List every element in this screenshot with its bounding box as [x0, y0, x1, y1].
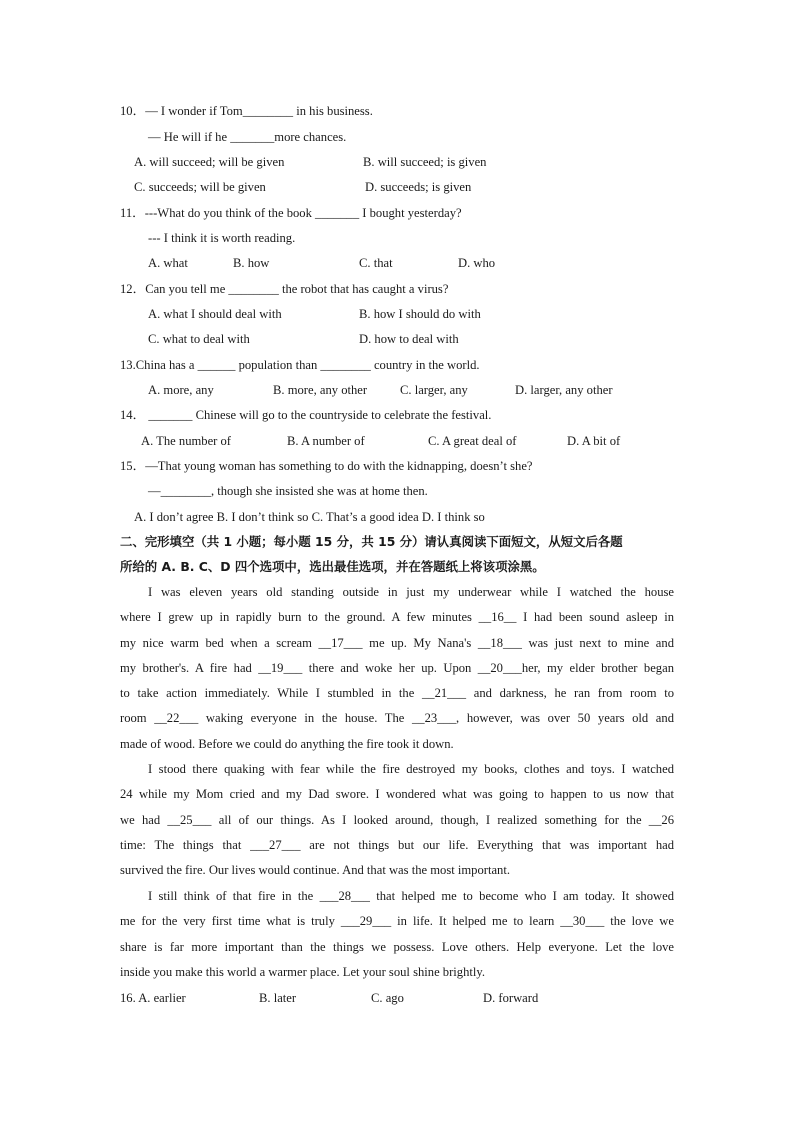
question-11-option-a: A. what	[148, 256, 188, 270]
question-10-option-c: C. succeeds; will be given	[134, 180, 266, 194]
question-15-stem: 15．—That young woman has something to do with the kidnapping, doesn’t she?	[120, 459, 533, 473]
question-12-option-c: C. what to deal with	[148, 332, 250, 346]
question-14-stem: 14． _______ Chinese will go to the countryside to celebrate the festival.	[120, 408, 492, 422]
question-16-option-b: B. later	[259, 991, 297, 1005]
passage-line: made of wood. Before we could do anything the fire took it down.	[120, 736, 454, 751]
question-11-reply: --- I think it is worth reading.	[148, 231, 296, 245]
passage-line: inside you make this world a warmer place. Let your soul shine brightly.	[120, 964, 486, 979]
question-11-option-c: C. that	[359, 256, 393, 270]
question-11-option-d: D. who	[458, 256, 496, 270]
question-13-option-a: A. more, any	[148, 383, 214, 397]
passage-paragraph-1	[120, 580, 674, 757]
passage-line: time: The things that ___27___ are not things but our life. Everything that was important had	[120, 837, 674, 852]
question-12-stem: 12．Can you tell me ________ the robot that has caught a virus?	[120, 282, 449, 296]
question-12-option-a: A. what I should deal with	[148, 307, 282, 321]
passage-line: share is far more important than the things we possess. Love others. Help everyone. Let the love	[120, 939, 674, 954]
question-14-option-d: D. A bit of	[567, 434, 621, 448]
question-13-stem: 13.China has a ______ population than ________ country in the world.	[120, 358, 480, 372]
passage-line: I was eleven years old standing outside in just my underwear while I watched the house	[148, 585, 674, 599]
question-12-option-d: D. how to deal with	[359, 332, 459, 346]
question-11-option-b: B. how	[233, 256, 270, 270]
question-13-option-b: B. more, any other	[273, 383, 368, 397]
question-10-option-b: B. will succeed; is given	[363, 155, 487, 169]
question-12-option-b: B. how I should do with	[359, 307, 481, 321]
question-16-option-c: C. ago	[371, 991, 404, 1005]
question-13-option-d: D. larger, any other	[515, 383, 613, 397]
question-16-option-d: D. forward	[483, 991, 539, 1005]
passage-line: where I grew up in rapidly burn to the ground. A few minutes __16__ I had been sound asleep in	[120, 610, 674, 625]
question-15-options: A. I don’t agree B. I don’t think so C. That’s a good idea D. I think so	[134, 510, 485, 524]
question-16-option-a: 16. A. earlier	[120, 991, 186, 1005]
passage-line: we had __25___ all of our things. As I looked around, though, I realized something for the __26	[120, 812, 674, 827]
passage-paragraph-2	[120, 757, 674, 883]
passage-line: my brother's. A fire had __19___ there and woke her up. Upon __20___her, my elder brother began	[120, 660, 674, 675]
passage-line: to take action immediately. While I stumbled in the __21___ and darkness, he ran from room to	[120, 686, 674, 701]
passage-line: me for the very first time what is truly ___29___ in life. It helped me to learn __30___ the love we	[120, 914, 674, 929]
passage-line: room __22___ waking everyone in the house. The __23___, however, was over 50 years old and	[120, 711, 674, 726]
passage-line: I stood there quaking with fear while the fire destroyed my books, clothes and toys. I watched	[148, 762, 674, 776]
section-2-heading-line2: 所给的 A. B. C、D 四个选项中，选出最佳选项，并在答题纸上将该项涂黑。	[120, 559, 545, 574]
question-11-stem: 11．---What do you think of the book _______ I bought yesterday?	[120, 206, 462, 220]
question-13-option-c: C. larger, any	[400, 383, 468, 397]
question-14-option-a: A. The number of	[141, 434, 232, 448]
passage-line: I still think of that fire in the ___28___ that helped me to become who I am today. It showed	[148, 889, 674, 903]
passage-line: 24 while my Mom cried and my Dad swore. I wondered what was going to happen to us now that	[120, 787, 674, 802]
section-2-heading-line1: 二、完形填空（共 1 小题；每小题 15 分，共 15 分）请认真阅读下面短文，从短文后各题	[120, 534, 623, 549]
question-10-option-a: A. will succeed; will be given	[134, 155, 285, 169]
question-14-option-b: B. A number of	[287, 434, 365, 448]
question-10-stem: 10．— I wonder if Tom________ in his business.	[120, 104, 373, 118]
passage-paragraph-3	[120, 884, 674, 985]
question-14-option-c: C. A great deal of	[428, 434, 517, 448]
question-10-option-d: D. succeeds; is given	[365, 180, 472, 194]
passage-line: survived the fire. Our lives would continue. And that was the most important.	[120, 863, 510, 878]
question-15-reply: —________, though she insisted she was at home then.	[148, 484, 428, 498]
passage-line: my nice warm bed when a scream __17___ me up. My Nana's __18___ was just next to mine and	[120, 635, 674, 650]
question-10-reply: — He will if he _______more chances.	[148, 130, 347, 144]
